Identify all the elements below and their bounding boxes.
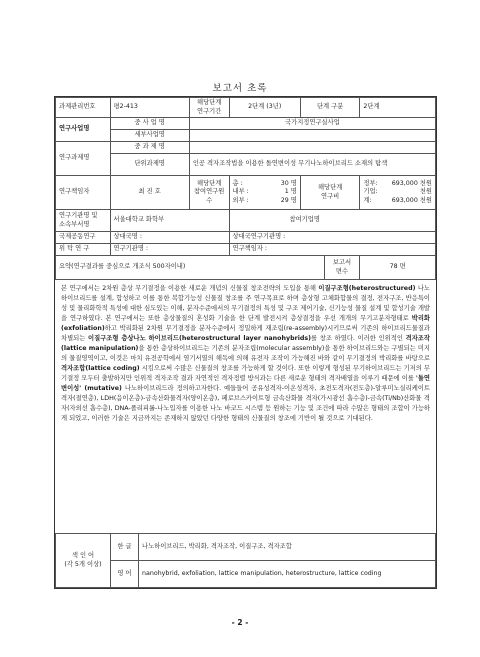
researchers-label: 해당단계 참여연구원수 (189, 176, 229, 210)
info-table (55, 97, 436, 280)
sub-project: 국가지정연구실사업 (189, 118, 435, 130)
stage-value: 2단계 (360, 98, 436, 118)
unit-task-label: 단위과제명 (110, 154, 189, 176)
intl-label: 국제공동연구 (56, 232, 111, 244)
keywords-ko-label: 한 글 (111, 534, 139, 561)
lead-label: 연구책임자 (56, 176, 111, 210)
page-number: - 2 - (231, 618, 249, 627)
major-task-label: 중 과 제 명 (110, 142, 189, 154)
org-label: 연구기관명 및 소속부서명 (56, 210, 111, 232)
keywords-label: 색 인 어 (각 5개 이상) (56, 534, 111, 588)
detail-project (189, 130, 435, 142)
commission-label: 위 탁 연 구 (56, 244, 111, 256)
period-value: 2단계 (3년) (229, 98, 300, 118)
task-name-label: 연구과제명 (56, 142, 111, 176)
report-title: 보고서 초록 (212, 83, 268, 94)
researcher-counts: 총 : 30 명 내부 : 1 명 외부 : 29 명 (229, 176, 300, 210)
partner-label: 참여기업명 (229, 210, 436, 232)
project-name-label: 연구사업명 (56, 118, 111, 142)
abstract-text: 본 연구에서는 2차원 층상 무기결정을 이용한 새로운 개념의 신물질 창조전략의 도입을 통해 이질구조형(heterostructured) 나노하이브리드를 설계, 합성하고 이를 통한 복합기능성 신물질 창조를 주 연구목표로 하며 층상형 고체화합물의 결정, 전자구조, 반응특이성 및 물리화학적 특성에 대한 심도있는 이해, 분자수준에서의 무기결정의 특성 및 구조 제어기술, 신기능성 물질 설계 및 합성기술 개발을 연구하였다. 본 연구에서는 또한 층상물질의 혼성화 기술을 한 단계 발전시켜 층상결정을 우선 개개의 무기고분자형태로 박리화(exfoliation)하고 박리화된 2차원 무기결정을 분자수준에서 정밀하게 재조립(re-assembly)시키므로써 기존의 하이브리드물질과 차별되는 이질구조형 층상나노 하이브리드(heterostructural layer nanohybrids)를 창조 하였다. 이러한 인위적인 격자조작 (lattice manipulation)을 통한 층상하이브리드는 기존의 분자조립(molecular assembly)을 통한 하이브리드와는 구별되는 미지의 물질영역이고, 이것은 마치 유전공학에서 염기서열의 해독에 의해 유전자 조작이 가능해진 바와 같이 무기결정의 박리화를 바탕으로 격자조합(lattice coding) 시킴으로써 수많은 신물질의 창조를 가능하게 할 것이다. 또한 이렇게 형성된 무기하이브리드는 기저의 무기결정 모두터 출발하지만 인위적 격자조작 결과 자연적인 격자정렬 방식과는 다른 새로운 형태의 격자배열을 이루기 때문에 이를 '돌연변이성' (mutative) 나노하이브리드라 정의하고자한다. 예들들어 공유성격자-이온성격자, 초전도격자(전도층)-알루미노실리케이트 격자(절연층), LDH(음이온층)-금속산화물격자(양이온층), 페로브스카이트형 금속산화물 격자(가시광선 흡수층)-금속(Ti/Nb)산화물 격자(자외선 흡수층), DNA-폴리피롤-나노입자를 이용한 나노 바코드 시스템 등 원하는 기능 및 조건에 따라 수많은 형태의 조합이 가능하게 되었고, 이러한 기술은 지금까지는 존재하지 않았던 다양한 형태의 신물질의 창조에 기반이 될 것으로 기대된다. (61, 285, 430, 422)
intl-org: 상대국연구기관명 : (229, 232, 436, 244)
org-value: 서울대학교 화학부 (110, 210, 229, 232)
major-task (189, 142, 435, 154)
commission-lead: 연구책임자 : (229, 244, 436, 256)
keywords-table (55, 533, 436, 588)
unit-task: 인공 격자조작법을 이용한 돌연변이성 무기나노하이브리드 소재의 탐색 (189, 154, 435, 176)
cost-label: 해당단계 연구비 (300, 176, 359, 210)
report-frame (54, 96, 437, 589)
cost-values: 정부: 693,000 천원 기업: 천원 계: 693,000 천원 (360, 176, 436, 210)
keywords-en-label: 영 어 (111, 561, 139, 588)
sub-project-label: 중 사 업 명 (110, 118, 189, 130)
lead-name: 최 진 호 (110, 176, 189, 210)
period-label: 해당단계 연구기간 (189, 98, 229, 118)
summary-label: 요약(연구결과를 중심으로 개조식 500자이내) (56, 256, 325, 280)
pages-label: 보고서 면수 (324, 256, 360, 280)
keywords-ko: 나노하이브리드, 박리화, 격자조작, 이질구조, 격자조합 (139, 534, 436, 561)
keywords-en: nanohybrid, exfoliation, lattice manipulation, heterostructure, lattice coding (139, 561, 436, 588)
detail-project-label: 세부사업명 (110, 130, 189, 142)
commission-org: 연구기관명 : (110, 244, 229, 256)
pages-value: 78 면 (360, 256, 436, 280)
stage-label: 단계 구분 (300, 98, 359, 118)
mgmt-no-label: 과제관리번호 (56, 98, 111, 118)
mgmt-no: 평2-413 (110, 98, 189, 118)
intl-partner: 상대국명 : (110, 232, 229, 244)
